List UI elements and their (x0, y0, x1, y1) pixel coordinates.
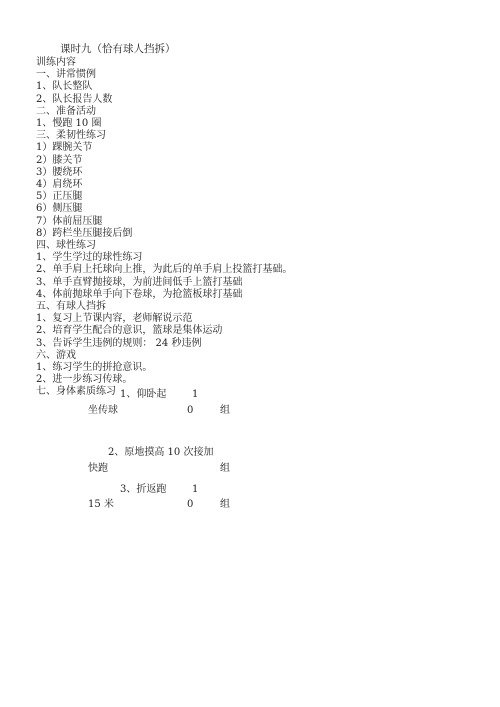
list-item: 4）肩绕环 (36, 179, 83, 191)
exercise-name-cont: 15 米 (88, 499, 114, 510)
list-item: 1、队长整队 (36, 81, 93, 93)
list-item: 3）腰绕环 (36, 166, 83, 178)
list-item: 2、培育学生配合的意识，篮球是集体运动 (36, 325, 223, 337)
list-item: 2、队长报告人数 (36, 93, 113, 105)
exercise-name: 2、原地摸高 10 次接加 (108, 447, 214, 458)
list-item: 2、进一步练习传球。 (36, 374, 133, 386)
list-item: 4、体前抛球单手向下卷球，为抢篮板球打基础 (36, 288, 243, 300)
list-item: 1、练习学生的拼抢意识。 (36, 362, 153, 374)
exercise-sets-digit: 1 (192, 389, 199, 400)
section-heading: 训练内容 (36, 57, 76, 68)
exercise-unit: 组 (220, 405, 230, 416)
list-item: 1、慢跑 10 圈 (36, 118, 102, 130)
exercise-sets-digit: 0 (187, 499, 194, 510)
list-item: 6）侧压腿 (36, 203, 83, 215)
section-heading: 一、讲常惯例 (36, 69, 96, 81)
exercise-unit: 组 (220, 499, 230, 510)
exercise-name: 1、仰卧起 (120, 389, 167, 400)
exercise-name-cont: 快跑 (88, 463, 108, 474)
list-item: 1）踝腕关节 (36, 142, 93, 154)
list-item: 3、告诉学生违例的规则： 24 秒违例 (36, 337, 202, 349)
list-item: 5）正压腿 (36, 191, 83, 203)
section-heading: 二、准备活动 (36, 105, 96, 117)
section-heading: 七、身体素质练习 (36, 386, 116, 398)
section-heading: 四、球性练习 (36, 240, 96, 252)
exercise-sets-digit: 0 (187, 405, 194, 416)
list-item: 2、单手肩上托球向上推，为此后的单手肩上投篮打基础。 (36, 264, 293, 276)
exercise-name-cont: 坐传球 (88, 405, 118, 416)
section-heading: 五、有球人挡拆 (36, 301, 106, 313)
list-item: 2）膝关节 (36, 154, 83, 166)
list-item: 7）体前屈压腿 (36, 215, 103, 227)
list-item: 3、单手直臂抛接球，为前进间低手上篮打基础 (36, 276, 243, 288)
training-content (36, 57, 476, 399)
list-item: 1、学生学过的球性练习 (36, 252, 143, 264)
section-heading: 三、柔韧性练习 (36, 130, 106, 142)
exercise-unit: 组 (220, 463, 230, 474)
section-heading: 六、游戏 (36, 349, 76, 361)
exercise-sets-digit: 1 (192, 484, 199, 495)
page-title: 课时九（恰有球人挡拆） (60, 43, 176, 55)
list-item: 1、复习上节课内容，老师解说示范 (36, 313, 193, 325)
exercise-name: 3、折返跑 (120, 484, 167, 495)
list-item: 8）跨栏坐压腿接后倒 (36, 227, 133, 239)
